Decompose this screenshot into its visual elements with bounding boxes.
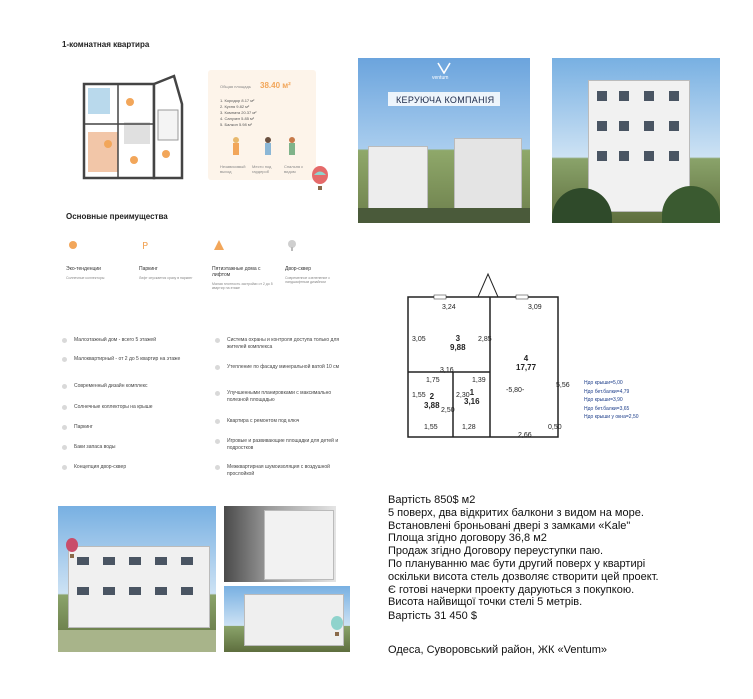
dimension-label: 1,75 [426,377,440,384]
facade-photo [224,586,350,652]
list-item: Солнечные коллекторы на крыше [74,404,194,411]
dimension-label: 3,09 [528,304,542,311]
complex-photo [58,506,216,652]
balloon-icon [64,538,80,560]
brand-name: ventum [432,75,449,81]
list-item: Утепление по фасаду минеральной ватой 10 см [227,364,351,371]
description-line: 5 поверх, два відкритих балкони з видом на море. [388,506,644,519]
room-item: 3. Комната 20.37 м² [220,110,257,115]
list-item: Игровые и развивающие площадки для детей и подростков [227,438,351,452]
page-title: 1-комнатная квартира [62,40,150,49]
people-illustration-icon [228,134,308,162]
room-label: 2 3,88 [424,392,440,410]
technical-floor-plan [398,262,578,442]
feature-subtitle: Малая плотность застройки от 2 до 5 квартир на этаже [212,282,273,290]
dimension-label: 3,24 [442,304,456,311]
description-line: Площа згідно договору 36,8 м2 [388,532,547,545]
dimension-label: 2,30 [456,392,470,399]
feature-title: Пятиэтажные дома с лифтом [212,266,261,278]
description-line: Є готові начерки проекту даруються з покупкою. [388,583,635,596]
total-area-label: Общая площадь [220,84,251,89]
list-item: Межквартирная шумоизоляция с воздушной прослойкой [227,464,351,478]
room-item: 1. Коридор 8.17 м² [220,98,255,103]
courtyard-photo [224,506,336,582]
description-line: По плануванню має бути другий поверх у квартирі [388,557,646,570]
description-line: Вартість 850$ м2 [388,494,476,506]
total-area-value: 38.40 м² [260,81,291,90]
dimension-label: 5,56 [556,382,570,389]
dimension-label: 2,50 [441,407,455,414]
advantages-title: Основные преимущества [66,212,168,221]
height-note: Hдо бет.балки=4,79 [584,388,630,395]
balloon-icon [330,616,344,638]
description-line: Висота найвищої точки стелі 5 метрів. [388,596,583,609]
area-info-card [208,70,316,180]
feature-title: Паркинг [139,266,158,272]
height-note: Hдо крыши=5,00 [584,380,623,386]
dimension-label: 1,55 [412,392,426,399]
room-item: 4. Санузел 5.85 м² [220,116,255,121]
feature-subtitle: Современное озеленение с ландшафтным дизайном [285,276,331,284]
list-item: Современный дизайн комплекс [74,383,194,390]
feature-subtitle: Лифт спускается сразу в паркинг [139,276,193,280]
feature-title: Эко-тенденции [66,266,101,272]
list-item: Улучшенными планировками с максимально полезной площадью [227,390,351,404]
sun-icon [66,238,80,252]
list-item: Квартира с ремонтом под ключ [227,418,351,425]
dimension-label: 2,66 [518,432,532,439]
caption: Спальня с видом [284,164,304,174]
room-label: 3 9,88 [450,334,466,352]
room-label: 4 17,77 [516,354,537,372]
list-item: Система охраны и контроля доступа только для жителей комплекса [227,337,351,351]
description-line: Продаж згідно Договору переуступки паю. [388,545,604,558]
description-line: оскільки висота стель дозволяє створити цей проект. [388,570,659,583]
height-note: Hдо бет.балки=3,65 [584,405,630,412]
height-note: Hдо крыши=3,90 [584,397,623,403]
feature-title: Двор-сквер [285,266,312,272]
banner-title: КЕРУЮЧА КОМПАНІЯ [396,95,495,105]
caption: Независимый выход [220,164,246,174]
dimension-label: 3,16 [440,367,454,374]
svg-text:P: P [142,241,149,252]
balloon-icon [310,166,330,194]
ventum-logo-icon [436,62,452,74]
description-line: Встановлені броньовані двері з замками «Kale" [388,519,631,532]
dimension-label: 0,50 [548,424,562,431]
dimension-label: 2,85 [478,336,492,343]
feature-subtitle: Солнечные коллекторы [66,276,105,280]
listing-description [388,494,659,609]
caption: Место под гардероб [252,164,272,174]
room-item: 2. Кухня 9.82 м² [220,104,250,109]
dimension-label: -5,80- [506,387,525,394]
parking-icon [139,238,153,252]
room-list [220,98,256,128]
color-floor-plan [78,74,186,182]
list-item: Паркинг [74,424,194,431]
height-note: Hдо крыши у окна=2,50 [584,414,639,420]
dimension-label: 1,39 [472,377,486,384]
room-item: 5. Балкон 5.98 м² [220,122,252,127]
management-company-banner [358,58,530,223]
dimension-label: 1,55 [424,424,438,431]
location: Одеса, Суворовський район, ЖК «Ventum» [388,644,608,656]
dimension-label: 1,28 [462,424,476,431]
dimension-label: 3,05 [412,336,426,343]
list-item: Концепция двор-сквер [74,464,194,471]
building-icon [212,238,226,252]
building-photo [552,58,720,223]
list-item: Баки запаса воды [74,444,194,451]
total-price: Вартість 31 450 $ [388,610,477,622]
list-item: Малоэтажный дом - всего 5 этажей [74,337,194,344]
height-notes [584,379,639,422]
room-label: 1 3,16 [464,388,480,406]
list-item: Малоквартирный - от 2 до 5 квартир на этаже [74,356,194,363]
tree-icon [285,238,299,252]
